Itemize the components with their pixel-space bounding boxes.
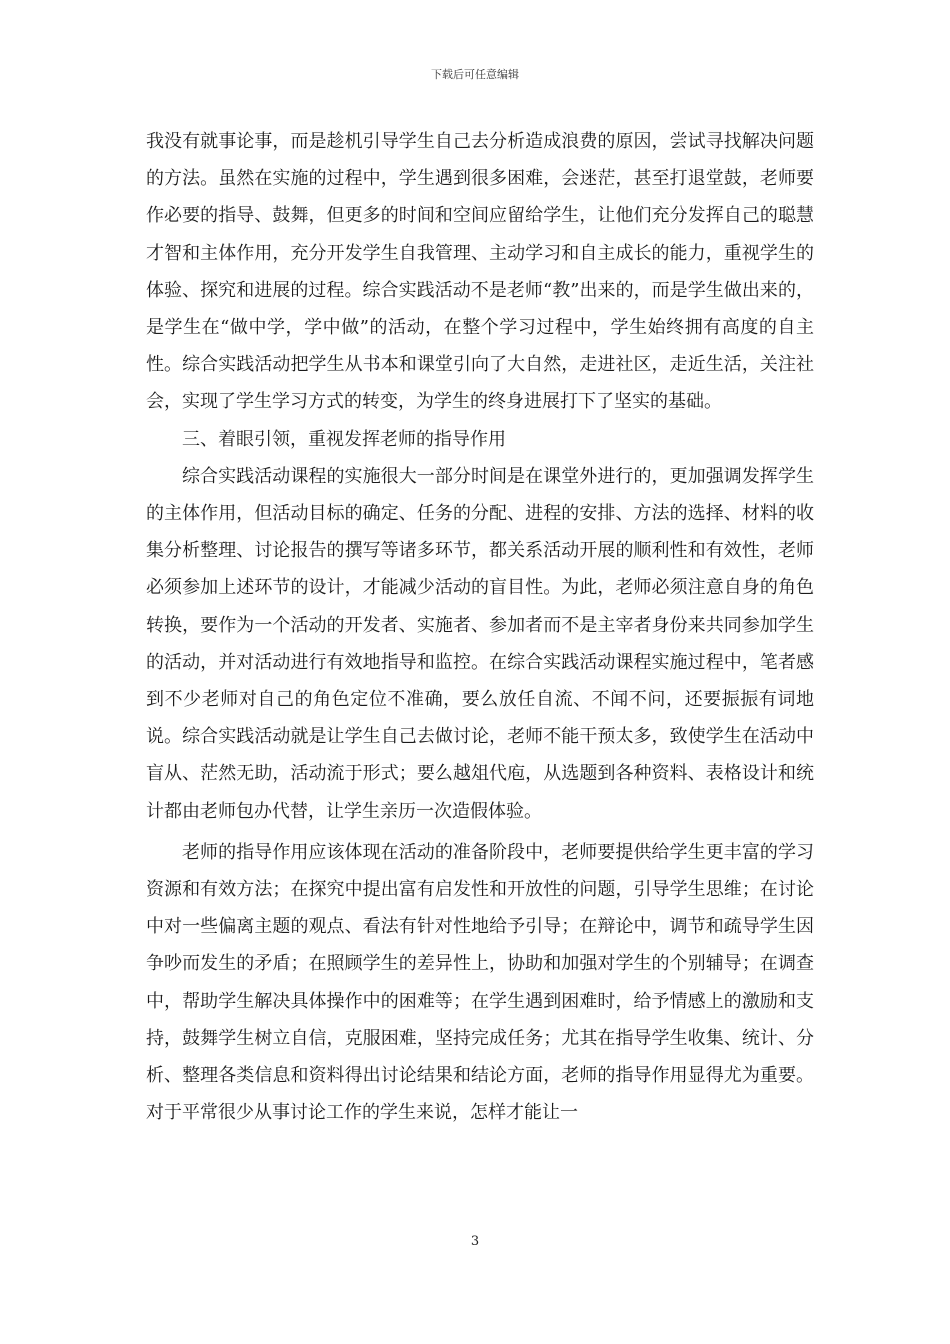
- section-heading: 三、着眼引领，重视发挥老师的指导作用: [182, 428, 506, 450]
- paragraph-continuation: 我没有就事论事，而是趁机引导学生自己去分析造成浪费的原因，尝试寻找解决问题的方法。虽然在实施的过程中，学生遇到很多困难，会迷茫，甚至打退堂鼓，老师要作必要的指导、鼓舞，但更多的时间和空间应留给学生，让他们充分发挥自己的聪慧才智和主体作用，充分开发学生自我管理、主动学习和自主成长的能力，重视学生的体验、探究和进展的过程。综合实践活动不是老师“教”出来的，而是学生做出来的，是学生在“做中学，学中做”的活动，在整个学习过程中，学生始终拥有高度的自主性。综合实践活动把学生从书本和课堂引向了大自然，走进社区，走近生活，关注社会，实现了学生学习方式的转变，为学生的终身进展打下了坚实的基础。: [146, 131, 814, 413]
- page-header: 下载后可任意编辑: [431, 68, 519, 81]
- paragraph: 综合实践活动课程的实施很大一部分时间是在课堂外进行的，更加强调发挥学生的主体作用，但活动目标的确定、任务的分配、进程的安排、方法的选择、材料的收集分析整理、讨论报告的撰写等诸多环节，都关系活动开展的顺利性和有效性，老师必须参加上述环节的设计，才能减少活动的盲目性。为此，老师必须注意自身的角色转换，要作为一个活动的开发者、实施者、参加者而不是主宰者身份来共同参加学生的活动，并对活动进行有效地指导和监控。在综合实践活动课程实施过程中，笔者感到不少老师对自己的角色定位不准确，要么放任自流、不闻不问，还要振振有词地说。综合实践活动就是让学生自己去做讨论，老师不能干预太多，致使学生在活动中盲从、茫然无助，活动流于形式；要么越俎代庖，从选题到各种资料、表格设计和统计都由老师包办代替，让学生亲历一次造假体验。: [146, 465, 814, 822]
- paragraph: 老师的指导作用应该体现在活动的准备阶段中，老师要提供给学生更丰富的学习资源和有效方法；在探究中提出富有启发性和开放性的问题，引导学生思维；在讨论中对一些偏离主题的观点、看法有针对性地给予引导；在辩论中，调节和疏导学生因争吵而发生的矛盾；在照顾学生的差异性上，协助和加强对学生的个别辅导；在调查中，帮助学生解决具体操作中的困难等；在学生遇到困难时，给予情感上的激励和支持，鼓舞学生树立自信，克服困难，坚持完成任务；尤其在指导学生收集、统计、分析、整理各类信息和资料得出讨论结果和结论方面，老师的指导作用显得尤为重要。对于平常很少从事讨论工作的学生来说，怎样才能让一: [146, 841, 814, 1124]
- document-body: [146, 123, 814, 1131]
- page-number: 3: [470, 1234, 480, 1249]
